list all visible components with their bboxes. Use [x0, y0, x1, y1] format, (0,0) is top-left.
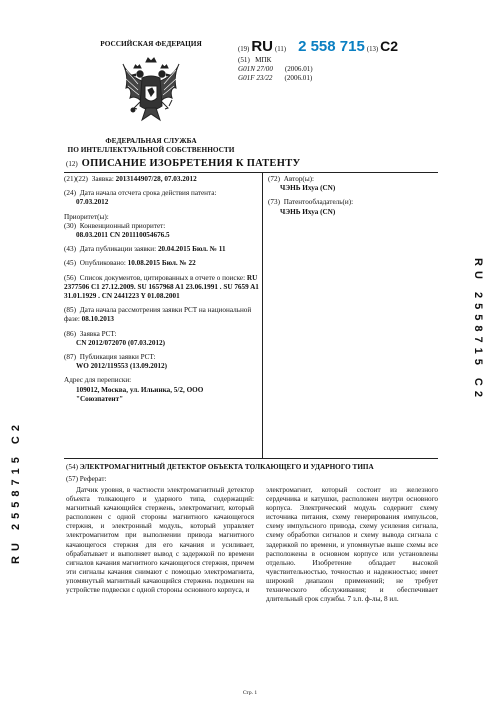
invention-title-text: ЭЛЕКТРОМАГНИТНЫЙ ДЕТЕКТОР ОБЪЕКТА ТОЛКАЮЩЕГО И УДАРНОГО ТИПА [79, 463, 374, 471]
page-number: Стр. 1 [242, 690, 258, 696]
country-name: РОССИЙСКАЯ ФЕДЕРАЦИЯ [100, 39, 202, 48]
classification [238, 56, 438, 83]
agency-line-1: ФЕДЕРАЛЬНАЯ СЛУЖБА [105, 136, 197, 145]
patent-header [238, 38, 438, 83]
divider-top [64, 172, 438, 173]
country-code: RU [251, 38, 273, 55]
invention-code: (54) [66, 463, 78, 471]
class-code: G01N 27/00 [238, 65, 273, 73]
bibliographic-right [268, 175, 438, 222]
kind-code: C2 [380, 38, 399, 54]
abstract-text-right: электромагнит, который состоит из железного сердечника и катушки, расположен внутри основного корпуса. Электрический модуль содержит схему источника питания, схему генерирования импульсов, схему импульсного привода, схему усиления сигнала, схему обработки сигналов и схему вывода сигнала с задержкой по времени, и упомянутые выше схемы все расположены в основном корпусе или установлены отдельно. Изобретение обладает высокой чувствительностью, точностью и надежностью; имеет широкий диапазон применений; не требует технического обслуживания; и обеспечивает длительный срок службы. 7 з.п. ф-лы, 8 ил. [266, 486, 438, 604]
abstract-label: (57) Реферат: [66, 475, 107, 483]
divider-vertical [262, 172, 263, 458]
field-address: Адрес для переписки: 109012, Москва, ул. Ильинка, 5/2, ООО "Союзпатент" [64, 376, 204, 403]
class-entry [238, 74, 438, 83]
field-term-start: (24) Дата начала отсчета срока действия патента: 07.03.2012 [64, 189, 217, 207]
bibliographic-left [64, 175, 259, 409]
field-authors: (72) Автор(ы): ЧЭНЬ Ихуа (CN) [268, 175, 336, 193]
code-13: (13) [366, 46, 379, 53]
field-priority: Приоритет(ы): (30) Конвенционный приоритет: 08.03.2011 CN 201110054676.5 [64, 212, 170, 240]
field-published: (45) Опубликовано: 10.08.2015 Бюл. № 22 [64, 259, 196, 268]
mpk-label: МПК [255, 56, 272, 64]
field-pct-publication: (87) Публикация заявки PCT: WO 2012/119553 (13.09.2012) [64, 353, 168, 371]
code-19: (19) [238, 46, 250, 53]
agency-line-2: ПО ИНТЕЛЛЕКТУАЛЬНОЙ СОБСТВЕННОСТИ [67, 145, 235, 154]
title-text: ОПИСАНИЕ ИЗОБРЕТЕНИЯ К ПАТЕНТУ [81, 158, 301, 169]
code-11: (11) [275, 46, 287, 53]
side-number-left: RU 2558715 C2 [10, 420, 22, 564]
side-number-right: RU 2558715 C2 [472, 258, 484, 402]
field-cited-documents: (56) Список документов, цитированных в отчете о поиске: RU 2377506 C1 27.12.2009. SU 1657968 A1 23.06.1991 . SU 7659 A1 31.01.1929 . CN 2441223 Y 01.08.2001 [64, 273, 259, 301]
abstract-text-left: Датчик уровня, в частности электромагнитный детектор объекта толкающего и ударного типа, содержащий: магнитный качающийся стержень, электромагнит, который расположен с одной стороны магнитного качающегося стержня, и электронный модуль, который управляет электромагнитом при выполнении привода магнитного качающегося стержня для его качания и усиливает, обрабатывает и выполняет вывод с задержкой по времени сигналов качания магнитного качающегося стержня, причем эти сигналы качания снимают с помощью электромагнита, упомянутый магнитный качающийся стержень подвешен на устройстве подвески с одной стороны основного корпуса, и [66, 486, 254, 595]
patent-number-row [238, 38, 438, 55]
patent-number: 2 558 715 [298, 38, 365, 55]
field-patent-holders: (73) Патентообладатель(и): ЧЭНЬ Ихуа (CN) [268, 198, 354, 216]
class-code: G01F 23/22 [238, 74, 273, 82]
divider-bottom [64, 458, 438, 459]
invention-title [66, 463, 374, 471]
header-left [56, 8, 246, 154]
field-application: (21)(22) Заявка: 2013144907/28, 07.03.2012 [64, 175, 197, 183]
agency-name [56, 136, 246, 154]
document-title [66, 158, 301, 169]
title-code: (12) [66, 160, 78, 168]
class-entry [238, 65, 438, 74]
class-date: (2006.01) [284, 65, 313, 73]
field-pct-application: (86) Заявка PCT: CN 2012/072070 (07.03.2012) [64, 329, 166, 347]
field-pct-national-phase: (85) Дата начала рассмотрения заявки PCT на национальной фазе: 08.10.2013 [64, 306, 252, 324]
class-date: (2006.01) [284, 74, 313, 82]
coat-of-arms-icon [120, 56, 182, 128]
field-publication-date: (43) Дата публикации заявки: 20.04.2015 Бюл. № 11 [64, 245, 226, 254]
code-51: (51) [238, 56, 250, 64]
